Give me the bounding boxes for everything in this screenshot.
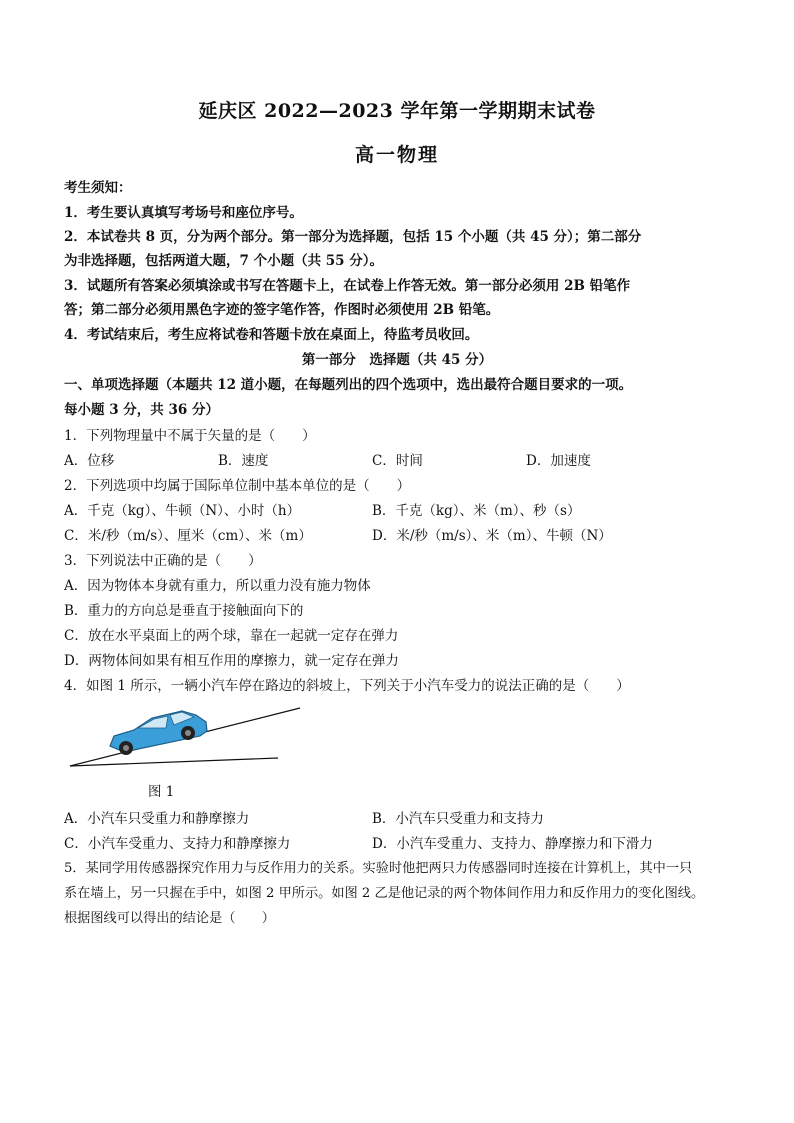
question-1-option-c: C．时间	[372, 453, 423, 469]
question-4-stem: 4．如图 1 所示，一辆小汽车停在路边的斜坡上，下列关于小汽车受力的说法正确的是（ ）	[64, 678, 630, 694]
exam-subject: 高一物理	[354, 144, 439, 166]
question-3-option-a: A．因为物体本身就有重力，所以重力没有施力物体	[64, 578, 371, 594]
question-4-option-c: C．小汽车受重力、支持力和静摩擦力	[64, 836, 291, 852]
notice-item-3-line-2: 答；第二部分必须用黑色字迹的签字笔作答，作图时必须使用 2B 铅笔。	[64, 302, 500, 318]
exam-title: 延庆区 2022—2023 学年第一学期期末试卷	[198, 100, 596, 122]
notice-item-3-line-1: 3．试题所有答案必须填涂或书写在答题卡上，在试卷上作答无效。第一部分必须用 2B 铅笔作	[64, 278, 631, 294]
question-2-stem: 2．下列选项中均属于国际单位制中基本单位的是（ ）	[64, 478, 411, 494]
question-3-option-b: B．重力的方向总是垂直于接触面向下的	[64, 603, 304, 619]
question-5-line-3: 根据图线可以得出的结论是（ ）	[64, 911, 275, 926]
question-1-option-a: A．位移	[64, 453, 115, 469]
notice-heading: 考生须知：	[64, 180, 132, 196]
ground-line	[70, 758, 278, 766]
question-1-stem: 1．下列物理量中不属于矢量的是（ ）	[64, 428, 316, 444]
question-4-option-b: B．小汽车只受重力和支持力	[372, 811, 544, 827]
part-one-heading: 第一部分 选择题（共 45 分）	[301, 352, 493, 368]
question-4-option-d: D．小汽车受重力、支持力、静摩擦力和下滑力	[372, 836, 653, 852]
question-2-option-c: C．米/秒（m/s）、厘米（cm）、米（m）	[64, 528, 312, 544]
question-1-option-d: D．加速度	[526, 453, 591, 469]
notice-item-2-line-1: 2．本试卷共 8 页，分为两个部分。第一部分为选择题，包括 15 个小题（共 45 分）；第二部分	[64, 229, 642, 245]
question-5-line-2: 系在墙上，另一只握在手中，如图 2 甲所示。如图 2 乙是他记录的两个物体间作用力和反作用力的变化图线。	[64, 886, 705, 901]
notice-item-4: 4．考试结束后，考生应将试卷和答题卡放在桌面上，待监考员收回。	[64, 327, 479, 343]
car-icon	[110, 711, 207, 755]
section-heading-line-2: 每小题 3 分，共 36 分）	[64, 402, 219, 418]
question-2-option-d: D．米/秒（m/s）、米（m）、牛顿（N）	[372, 528, 612, 544]
question-4-option-a: A．小汽车只受重力和静摩擦力	[64, 811, 250, 827]
question-3-option-d: D．两物体间如果有相互作用的摩擦力，就一定存在弹力	[64, 653, 399, 669]
section-heading-line-1: 一、单项选择题（本题共 12 道小题，在每题列出的四个选项中，选出最符合题目要求的一项。	[64, 377, 633, 393]
figure-1-car-on-slope	[64, 700, 304, 775]
notice-item-2-line-2: 为非选择题，包括两道大题，7 个小题（共 55 分）。	[64, 253, 384, 269]
question-3-stem: 3．下列说法中正确的是（ ）	[64, 553, 262, 569]
notice-item-1: 1．考生要认真填写考场号和座位序号。	[64, 205, 303, 221]
question-3-option-c: C．放在水平桌面上的两个球，靠在一起就一定存在弹力	[64, 628, 399, 644]
figure-1-caption: 图 1	[148, 784, 175, 800]
question-5-line-1: 5．某同学用传感器探究作用力与反作用力的关系。实验时他把两只力传感器同时连接在计算机上，其中一只	[64, 861, 693, 876]
question-1-option-b: B．速度	[218, 453, 269, 469]
question-2-option-a: A．千克（kg）、牛顿（N）、小时（h）	[64, 503, 301, 519]
question-2-option-b: B．千克（kg）、米（m）、秒（s）	[372, 503, 581, 519]
